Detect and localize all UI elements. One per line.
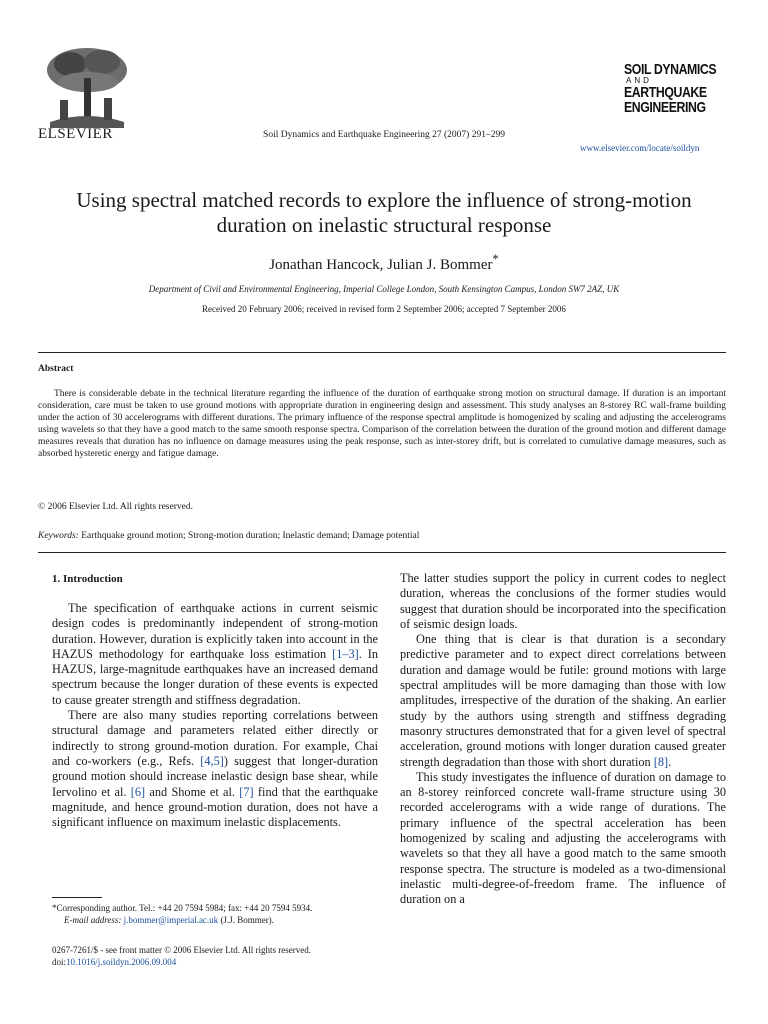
intro-paragraph-2: There are also many studies reporting correlations between structural damage and parameters related either directly or indirectly to strong ground-motion duration. For example, Chai and co-workers (e.g., Refs. [4,5]) suggest that longer-duration ground motion should increase inelastic design base shear, while Iervolino et al. [6] and Shome et al. [7] find that the earthquake magnitude, and hence ground-motion duration, does not have a significant influence on maximum inelastic displacements. <box>52 708 379 830</box>
brand-line-3: ENGINEERING <box>624 99 706 116</box>
email-link[interactable]: j.bommer@imperial.ac.uk <box>123 915 219 925</box>
journal-brand-logo <box>624 62 734 115</box>
intro-paragraph-4: One thing that is clear is that duration is a secondary predictive parameter and to expect direct correlations between duration and damage would be futile: ground motions with large spectral amplitudes will be more damaging than those with low amplitudes, irrespective of the duration of the shaking. An earlier study by the authors using strength and stiffness degrading masonry structures demonstrated that for a given level of spectral acceleration, ground motions with longer duration caused greater strength degradation than those with short duration [8]. <box>400 632 726 769</box>
brand-line-1: SOIL DYNAMICS <box>624 61 717 78</box>
corresponding-author-mark[interactable]: * <box>492 252 499 266</box>
abstract-copyright: © 2006 Elsevier Ltd. All rights reserved. <box>38 502 193 512</box>
author-names: Jonathan Hancock, Julian J. Bommer <box>269 257 493 273</box>
citation-link[interactable]: [4,5] <box>200 753 224 768</box>
keywords-list: Earthquake ground motion; Strong-motion duration; Inelastic demand; Damage potential <box>81 531 420 541</box>
section-heading-introduction: 1. Introduction <box>52 573 123 585</box>
journal-citation: Soil Dynamics and Earthquake Engineering 27 (2007) 291–299 <box>263 130 505 140</box>
citation-link[interactable]: [8] <box>653 754 669 769</box>
divider-top <box>38 352 726 353</box>
footnote-rule <box>52 897 102 898</box>
brand-and: AND <box>626 76 652 85</box>
citation-link[interactable]: [1–3] <box>332 646 359 661</box>
intro-paragraph-5: This study investigates the influence of duration on damage to an 8-storey reinforced concrete wall-frame structure using 30 recorded accelerograms with a wide range of durations. The primary influence of the spectral acceleration has been homogenized by scaling and adjusting the accelerograms with wavelets so that they all have a good match to the same smooth response spectra. The structure is modeled as a two-dimensional inelastic multi-degree-of-freedom frame. The influence of duration on a <box>400 769 726 907</box>
intro-paragraph-3: The latter studies support the policy in current codes to neglect duration, whereas the conclusions of the former studies would suggest that duration should be incorporated into the specification of seismic design loads. <box>400 571 726 631</box>
affiliation: Department of Civil and Environmental Engineering, Imperial College London, South Kensington Campus, London SW7 2AZ, UK <box>148 284 620 294</box>
abstract-text: There is considerable debate in the technical literature regarding the influence of the duration of earthquake strong motion on structural damage. If duration is an important consideration, care must be taken to use ground motions with appropriate duration in engineering design and assessment. This study analyses an 8-storey RC wall-frame building under the action of 30 accelerograms with different durations. The primary influence of the response spectral amplitude is homogenized by scaling and adjusting the accelerograms using wavelets so that they have a good match to the same smooth response spectra. Comparison of the correlation between the duration of the ground motion and different damage measures reveals that duration has no influence on damage measures using the peak response, such as inter-storey drift, but is correlated to cumulative damage measures, such as absorbed hysteretic energy and fatigue damage. <box>38 389 726 459</box>
keywords-label: Keywords: <box>38 531 79 541</box>
left-column-body <box>52 601 378 830</box>
doi-link[interactable]: 10.1016/j.soildyn.2006.09.004 <box>66 957 177 967</box>
issn-line: 0267-7261/$ - see front matter © 2006 Elsevier Ltd. All rights reserved. doi:10.1016/j.soildyn.2006.09.004 <box>52 944 382 968</box>
right-column-body <box>400 571 726 908</box>
journal-url-link[interactable]: www.elsevier.com/locate/soildyn <box>580 143 700 153</box>
doi-line: doi:10.1016/j.soildyn.2006.09.004 <box>52 957 177 967</box>
footnote <box>52 902 382 926</box>
received-dates: Received 20 February 2006; received in revised form 2 September 2006; accepted 7 September 2006 <box>202 304 566 314</box>
divider-bottom <box>38 552 726 553</box>
intro-paragraph-1: The specification of earthquake actions in current seismic design codes is predominantly independent of strong-motion duration. However, duration is explicitly taken into account in the HAZUS methodology for earthquake loss estimation [1–3]. In HAZUS, large-magnitude earthquakes have an increased demand spectrum because the longer duration of these events is expected to cause greater strength and stiffness degradation. <box>52 601 378 707</box>
authors <box>0 252 768 274</box>
keywords <box>38 531 419 541</box>
article-title: Using spectral matched records to explore the influence of strong-motion duration on inelastic structural response <box>76 188 692 237</box>
elsevier-tree-logo <box>40 42 134 128</box>
abstract-heading: Abstract <box>38 364 74 374</box>
corresponding-author-note: *Corresponding author. Tel.: +44 20 7594 5984; fax: +44 20 7594 5934. <box>52 903 313 913</box>
publisher-name: ELSEVIER <box>38 126 113 142</box>
email-line: E-mail address: j.bommer@imperial.ac.uk (J.J. Bommer). <box>64 915 274 925</box>
citation-link[interactable]: [7] <box>239 784 254 799</box>
citation-link[interactable]: [6] <box>130 784 146 799</box>
brand-line-2: EARTHQUAKE <box>624 84 707 101</box>
